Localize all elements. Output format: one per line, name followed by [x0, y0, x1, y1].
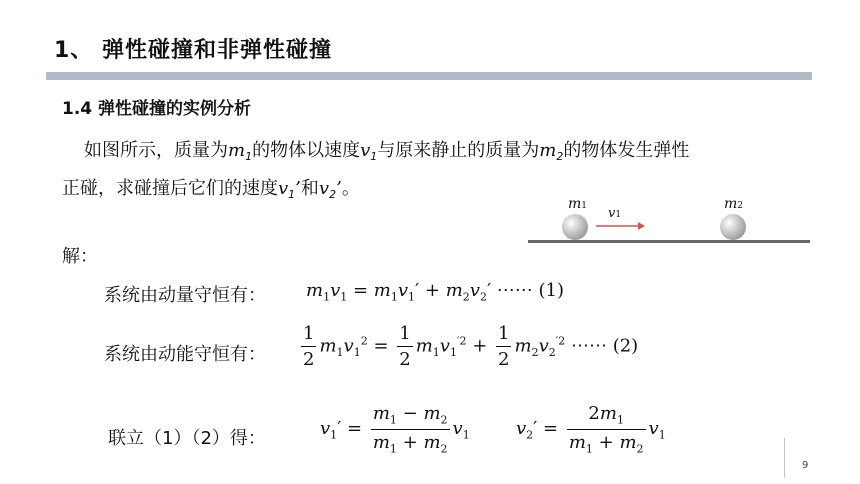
velocity-label: v1 — [608, 206, 622, 221]
problem-line-2 — [62, 176, 360, 208]
momentum-equation: $m_1v_1 = m_1v_1' + m_2v_2'$ ⋯⋯ (1) — [306, 280, 564, 304]
problem-text: 正碰，求碰撞后它们的速度 — [62, 178, 278, 199]
prime-mark: ’ — [336, 178, 342, 199]
var-m1: m — [228, 140, 246, 161]
energy-equation: $\frac{1}{2}$ $m_1v_1^2$ = $\frac{1}{2}$ $m_1v_1^{'2}$ + $\frac{1}{2}$ $m_2v_2^{'2}$ ⋯⋯ (2) — [303, 323, 639, 370]
problem-text: 和 — [300, 178, 319, 199]
problem-text: 。 — [341, 178, 360, 199]
var-m2-sub: 2 — [556, 150, 564, 163]
problem-text: 的物体发生弹性 — [563, 140, 690, 161]
var-v1-sub: 1 — [370, 150, 378, 163]
problem-text: 如图所示，质量为 — [84, 140, 228, 161]
collision-figure — [528, 194, 810, 254]
section-subtitle: 1.4 弹性碰撞的实例分析 — [62, 99, 252, 119]
var-v2-prime: v — [318, 178, 330, 199]
combine-label: 联立（1）（2）得： — [108, 428, 266, 449]
var-m1-sub: 1 — [245, 150, 253, 163]
equation-tag-1: (1) — [538, 280, 564, 301]
ground-surface — [528, 240, 810, 243]
energy-label: 系统由动能守恒有： — [104, 344, 266, 365]
ball-m2 — [720, 214, 746, 240]
title-underline-bar — [46, 72, 812, 80]
solution-label: 解： — [62, 246, 98, 267]
ball2-mass-label: m2 — [724, 196, 744, 212]
problem-line-1 — [84, 138, 689, 170]
page-number: 9 — [802, 460, 809, 471]
problem-text: 的物体以速度 — [252, 140, 361, 161]
velocity-arrow-icon — [594, 220, 646, 232]
footer-divider — [784, 438, 785, 478]
result-v2-prime-equation: $v_2'$ = $\frac{2m_1}{m_1 + m_2}$ $v_1$ — [516, 403, 666, 456]
problem-text: 与原来静止的质量为 — [377, 140, 540, 161]
var-v2-prime-sub: 2 — [329, 188, 337, 201]
var-v1-prime: v — [278, 178, 289, 199]
var-v1: v — [360, 140, 371, 161]
equation-tag-2: (2) — [612, 335, 639, 357]
slide-title: 1、 弹性碰撞和非弹性碰撞 — [54, 38, 332, 63]
ball1-mass-label: m1 — [568, 196, 588, 212]
momentum-label: 系统由动量守恒有： — [104, 285, 266, 306]
var-m2: m — [539, 140, 557, 161]
prime-mark: ’ — [295, 178, 301, 199]
result-v1-prime-equation: $v_1'$ = $\frac{m_1 - m_2}{m_1 + m_2}$ $v_1$ — [320, 403, 470, 456]
var-v1-prime-sub: 1 — [288, 188, 296, 201]
ball-m1 — [562, 214, 588, 240]
